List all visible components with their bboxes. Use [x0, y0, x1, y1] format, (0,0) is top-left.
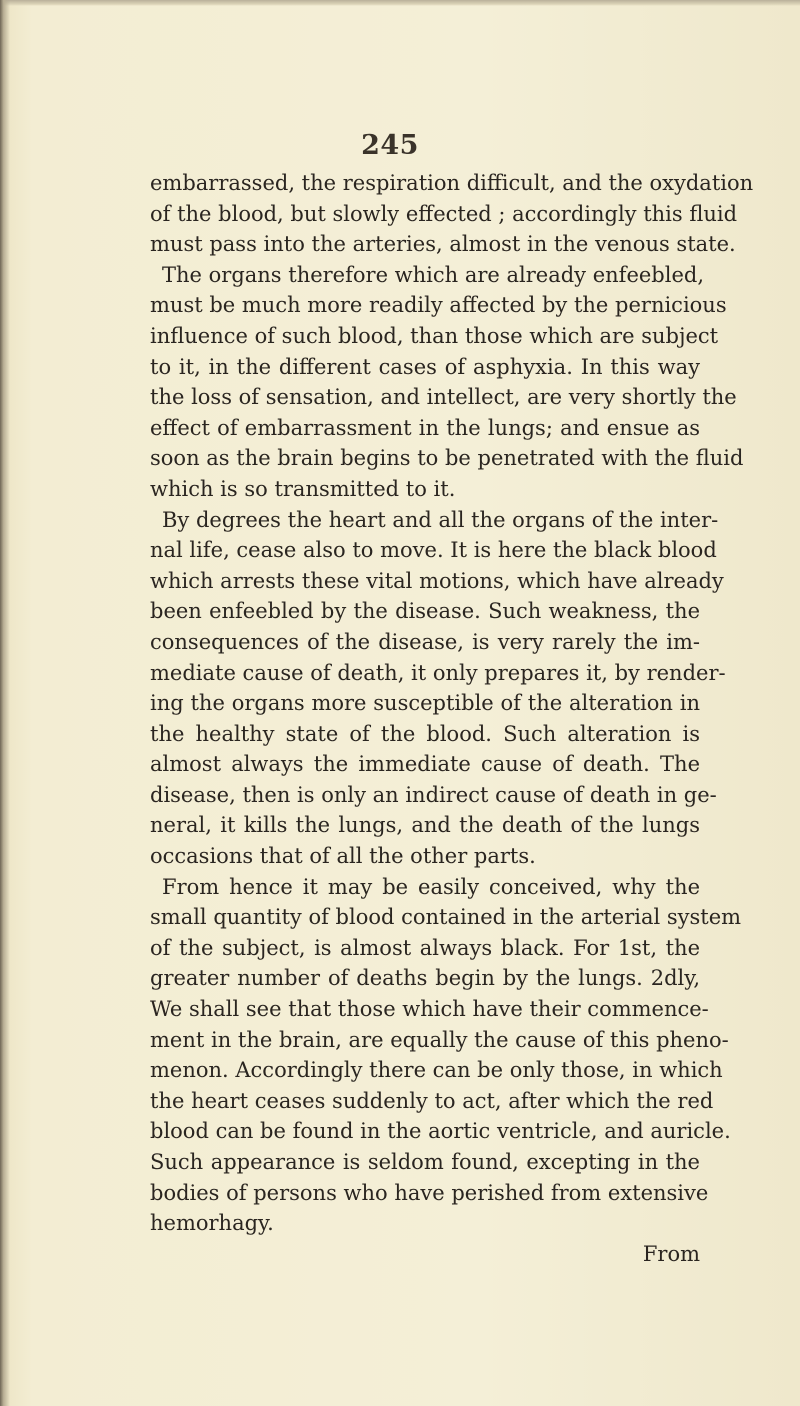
page-number: 245 [361, 130, 419, 161]
text-line: bodies of persons who have perished from extensive [150, 1180, 709, 1205]
text-line: menon. Accordingly there can be only those, in which [150, 1058, 723, 1083]
text-line: embarrassed, the respiration difficult, and the oxydation [150, 171, 754, 195]
text-line: been enfeebled by the disease. Such weakness, the [150, 599, 700, 624]
text-line: mediate cause of death, it only prepares it, by render- [150, 660, 726, 685]
text-line: The organs therefore which are already enfeebled, [162, 262, 705, 287]
text-line: the heart ceases suddenly to act, after which the red [150, 1088, 714, 1113]
text-line: consequences of the disease, is very rarely the im- [150, 629, 700, 654]
text-line: hemorhagy. [150, 1211, 274, 1236]
text-line: ing the organs more susceptible of the alteration in [150, 691, 700, 716]
text-line: nal life, cease also to move. It is here the black blood [150, 538, 717, 563]
text-line: the healthy state of the blood. Such alteration is [150, 721, 700, 746]
catchword-line [150, 1239, 700, 1270]
text-line: occasions that of all the other parts. [150, 844, 536, 869]
text-line: almost always the immediate cause of death. The [150, 752, 700, 777]
text-line: ment in the brain, are equally the cause of this pheno- [150, 1027, 729, 1052]
text-line: We shall see that those which have their commence- [150, 997, 709, 1022]
text-line: soon as the brain begins to be penetrated with the fluid [150, 446, 744, 471]
text-line: to it, in the different cases of asphyxia. In this way [150, 354, 700, 379]
text-line: blood can be found in the aortic ventricle, and auricle. [150, 1119, 731, 1144]
page-binding-edge [0, 0, 10, 1406]
text-line: of the subject, is almost always black. For 1st, the [150, 935, 700, 960]
text-line: small quantity of blood contained in the arterial system [150, 905, 742, 930]
text-line: of the blood, but slowly effected ; accordingly this fluid [150, 201, 738, 226]
text-line: influence of such blood, than those which are subject [150, 323, 719, 348]
text-line: greater number of deaths begin by the lungs. 2dly, [150, 966, 700, 991]
text-line: From hence it may be easily conceived, why the [162, 874, 700, 899]
text-line: which is so transmitted to it. [150, 476, 456, 501]
text-line: effect of embarrassment in the lungs; and ensue as [150, 415, 700, 440]
page-top-edge [0, 0, 800, 6]
text-line: must pass into the arteries, almost in the venous state. [150, 232, 736, 257]
text-line: disease, then is only an indirect cause of death in ge- [150, 782, 717, 807]
text-line: By degrees the heart and all the organs of the inter- [162, 507, 719, 532]
text-line: must be much more readily affected by the pernicious [150, 293, 727, 318]
text-line: which arrests these vital motions, which have already [150, 568, 724, 593]
body-text [150, 168, 754, 1269]
catchword: From [642, 1241, 700, 1266]
text-line: Such appearance is seldom found, excepting in the [150, 1150, 700, 1174]
text-line: the loss of sensation, and intellect, are very shortly the [150, 385, 737, 410]
text-line: neral, it kills the lungs, and the death of the lungs [150, 813, 700, 838]
